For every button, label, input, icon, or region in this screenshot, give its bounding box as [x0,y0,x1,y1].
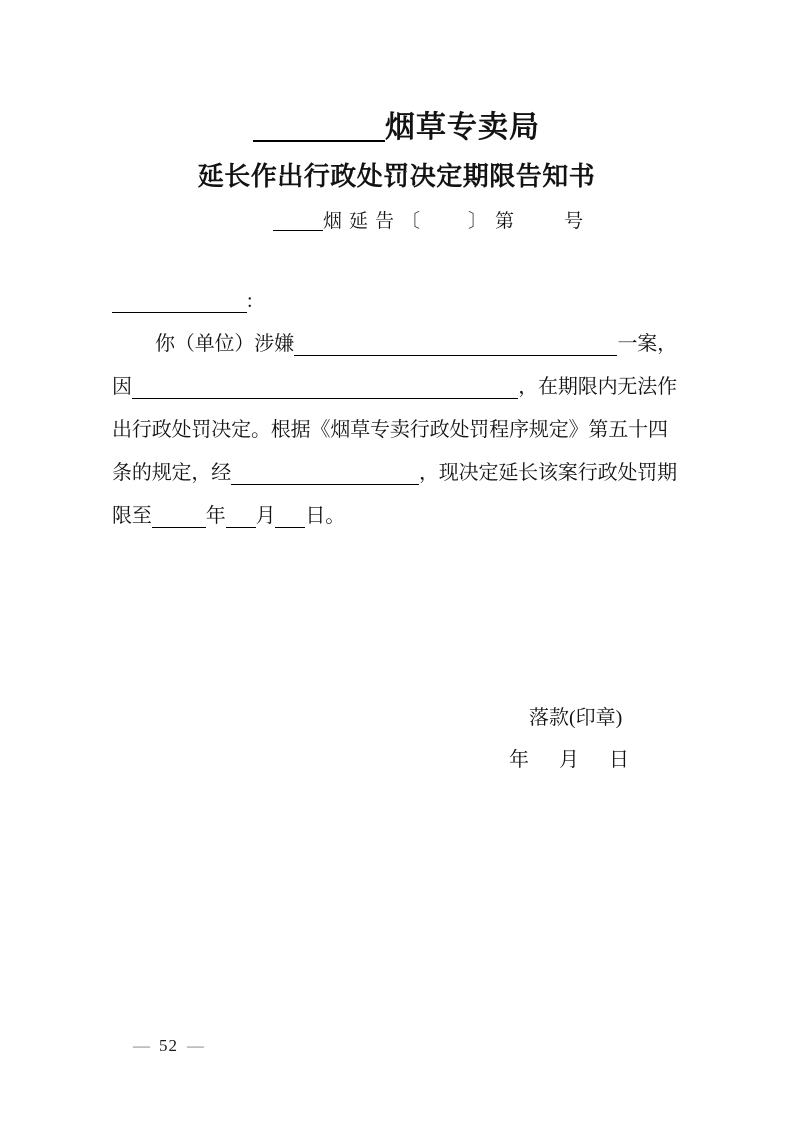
salutation-line [112,271,677,314]
body-text [112,271,677,529]
line1-tail-text: 一案， [617,333,677,355]
date-year-label: 年 [509,749,529,771]
deadline-year-blank [152,527,206,528]
body-line-3 [112,400,677,443]
org-name-blank [253,140,385,142]
date-month-label: 月 [559,749,579,771]
line2-lead-text: 因 [112,376,132,398]
signature-date-line [509,749,629,771]
deadline-day-blank [275,527,305,528]
doc-number-open-bracket: 〔 [401,211,421,232]
body-line-4 [112,443,677,486]
doc-number-region-blank [273,230,323,231]
reason-blank [132,398,518,399]
approver-blank [231,484,419,485]
doc-number-close-bracket: 〕 [468,211,488,232]
salutation-colon: : [247,290,253,312]
line5-day-label: 日。 [305,505,346,527]
deadline-month-blank [226,527,256,528]
doc-number-suffix: 号 [564,211,584,232]
line2-tail-text: ，在期限内无法作 [518,376,677,398]
footer-right-dash: — [187,1036,204,1055]
line4-tail-text: ，现决定延长该案行政处罚期 [418,462,677,484]
body-line-1 [112,314,677,357]
document-number-line [273,211,583,233]
line3-text: 出行政处罚决定。根据《烟草专卖行政处罚程序规定》第五十四 [112,419,668,441]
body-line-5 [112,486,677,529]
line5-lead-text: 限至 [112,505,152,527]
addressee-blank [112,312,247,313]
line1-lead-text: 你（单位）涉嫌 [155,333,294,355]
line5-year-label: 年 [205,505,226,527]
org-name-line [0,110,793,144]
document-title: 延长作出行政处罚决定期限告知书 [197,161,596,191]
page-number: 52 [159,1036,178,1055]
seal-placeholder: 落款(印章) [529,707,623,729]
org-name-text: 烟草专卖局 [385,111,540,144]
doc-number-label: 烟延告 [323,211,402,232]
line5-month-label: 月 [255,505,276,527]
date-day-label: 日 [609,749,629,771]
footer-left-dash: — [133,1036,150,1055]
page-footer [133,1036,204,1055]
doc-number-prefix: 第 [495,211,515,232]
line4-lead-text: 条的规定，经 [112,462,232,484]
case-name-blank [294,355,617,356]
body-line-2 [112,357,677,400]
